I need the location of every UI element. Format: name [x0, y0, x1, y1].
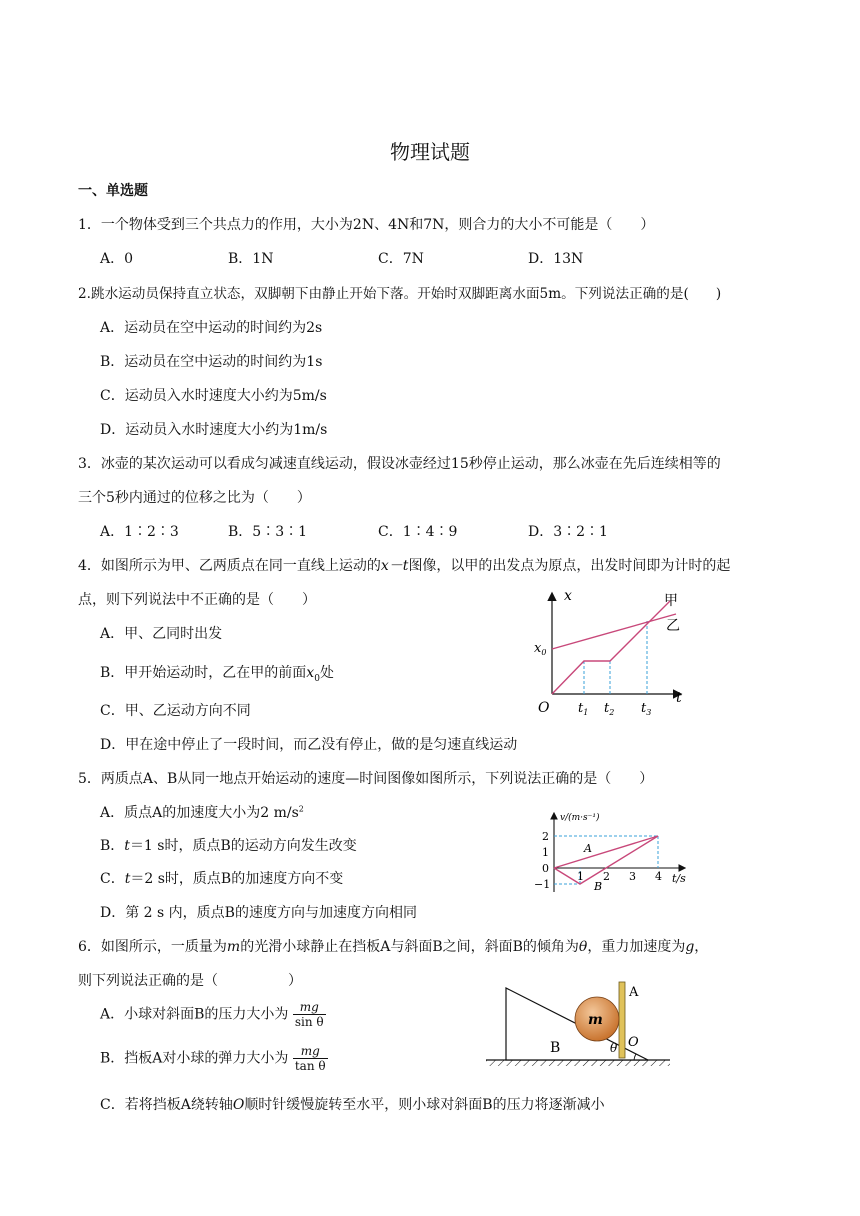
- series-yi-label: 乙: [666, 618, 680, 634]
- q5-option-c-text: ＝2 s时，质点B的加速度方向不变: [130, 871, 344, 887]
- q6-stem-part4: ，: [694, 939, 709, 955]
- y-tick-0: 0: [542, 862, 549, 875]
- q2-option-b: B．运动员在空中运动的时间约为1s: [100, 354, 323, 370]
- q4-option-b-sub: 0: [314, 673, 320, 684]
- q4-stem-part2: 图像，以甲的出发点为原点，出发时间即为计时的起: [408, 558, 731, 574]
- q4-option-b: [100, 662, 334, 684]
- q6-option-a-fraction: [293, 1000, 326, 1029]
- q3-option-a: A．1∶2∶3: [100, 524, 179, 540]
- question-6-stem-line2: 则下列说法正确的是（ ）: [78, 973, 302, 989]
- question-1-stem: 1．一个物体受到三个共点力的作用，大小为2N、4N和7N，则合力的大小不可能是（ ）: [78, 217, 655, 233]
- question-6-stem-line1: [78, 936, 708, 956]
- page-title: 物理试题: [390, 140, 470, 164]
- q4-option-b-text: B．甲开始运动时，乙在甲的前面: [100, 665, 307, 681]
- y-tick-neg1: −1: [534, 878, 551, 891]
- q6-option-a-text: A．小球对斜面B的压力大小为: [100, 1006, 289, 1023]
- q5-option-b-text: ＝1 s时，质点B的运动方向发生改变: [129, 838, 357, 854]
- q5-option-a-sup: 2: [298, 804, 304, 814]
- q6-stem-m: m: [226, 939, 241, 955]
- q6-option-b-fraction: [293, 1044, 328, 1073]
- t1-label: $t_1$: [578, 701, 589, 716]
- question-4-stem-line2: 点，则下列说法中不正确的是（ ）: [78, 592, 316, 608]
- q4-option-c: C．甲、乙运动方向不同: [100, 703, 251, 719]
- label-m: m: [588, 1012, 603, 1028]
- q1-option-a: A．0: [100, 251, 134, 267]
- q3-option-d: D．3∶2∶1: [528, 524, 608, 540]
- q5-option-b-var: t: [124, 838, 130, 854]
- board-a: [619, 982, 625, 1058]
- q1-option-b: B．1N: [228, 251, 274, 267]
- q6-option-c-text: C．若将挡板A绕转轴: [100, 1097, 233, 1113]
- label-b: B: [550, 1040, 561, 1056]
- x-axis-label: t: [676, 690, 682, 706]
- q6-stem-theta: θ: [578, 939, 588, 955]
- q4-stem-part1: 4．如图所示为甲、乙两质点在同一直线上运动的: [78, 558, 381, 574]
- q6-stem-part2: 的光滑小球静止在挡板A与斜面B之间，斜面B的倾角为: [240, 939, 579, 955]
- q2-option-a: A．运动员在空中运动的时间约为2s: [100, 320, 323, 336]
- q4-option-a: A．甲、乙同时出发: [100, 626, 223, 642]
- t3-label: $t_3$: [641, 701, 652, 716]
- q3-option-c: C．1∶4∶9: [378, 524, 458, 540]
- origin-label: O: [538, 700, 550, 716]
- series-b-label: B: [594, 880, 603, 893]
- q1-option-d: D．13N: [528, 251, 584, 267]
- y-tick-2: 2: [542, 830, 549, 843]
- fraction-numerator: mg: [293, 1000, 326, 1015]
- q2-option-d: D．运动员入水时速度大小约为1m/s: [100, 422, 328, 438]
- q6-stem-part3: ，重力加速度为: [587, 939, 686, 955]
- question-5-stem: 5．两质点A、B从同一地点开始运动的速度—时间图像如图所示，下列说法正确的是（ ）: [78, 771, 654, 787]
- q6-option-c: [100, 1094, 605, 1114]
- x-tick-2: 2: [603, 870, 610, 883]
- label-o: O: [628, 1035, 639, 1050]
- q3-option-b: B．5∶3∶1: [228, 524, 308, 540]
- x-tick-1: 1: [577, 870, 584, 883]
- q4-option-d: D．甲在途中停止了一段时间，而乙没有停止，做的是匀速直线运动: [100, 737, 518, 753]
- series-jia-line: [552, 601, 670, 694]
- q5-option-b-label: B．: [100, 838, 125, 854]
- q4-option-b-var: x: [306, 665, 315, 681]
- q6-stem-g: g: [685, 939, 695, 955]
- fraction-numerator: mg: [293, 1044, 328, 1059]
- q5-option-b: [100, 835, 357, 855]
- q5-option-a-text: A．质点A的加速度大小为2 m/s: [100, 805, 299, 821]
- q6-option-b: [100, 1044, 328, 1073]
- q6-incline-figure: [484, 978, 676, 1070]
- q6-option-c-var: O: [232, 1097, 245, 1113]
- q2-option-c: C．运动员入水时速度大小约为5m/s: [100, 388, 327, 404]
- series-a-label: A: [584, 842, 592, 855]
- q6-option-c-post: 顺时针缓慢旋转至水平，则小球对斜面B的压力将逐渐减小: [244, 1097, 605, 1113]
- series-a-line: [554, 836, 658, 868]
- q6-stem-part1: 6．如图所示，一质量为: [78, 939, 227, 955]
- q5-option-c: [100, 868, 343, 888]
- y-tick-1: 1: [542, 846, 549, 859]
- q5-option-d: D．第 2 s 内，质点B的速度方向与加速度方向相同: [100, 905, 417, 921]
- section-heading: 一、单选题: [78, 183, 148, 199]
- question-2-stem: 2.跳水运动员保持直立状态，双脚朝下由静止开始下落。开始时双脚距离水面5m。下列说法正确的是( ): [78, 286, 722, 302]
- series-jia-label: 甲: [664, 593, 678, 609]
- q1-option-c: C．7N: [378, 251, 424, 267]
- q6-option-b-text: B．挡板A对小球的弹力大小为: [100, 1050, 289, 1067]
- v-axis-label: v/(m·s⁻¹): [560, 813, 600, 823]
- q4-stem-var: x－t: [380, 558, 409, 574]
- q6-option-a: [100, 1000, 326, 1029]
- question-4-stem-line1: [78, 555, 730, 575]
- y-axis-label: x: [564, 588, 572, 604]
- t2-label: $t_2$: [604, 701, 615, 716]
- q5-option-c-label: C．: [100, 871, 125, 887]
- q4-xt-graph: [530, 588, 690, 716]
- series-yi-line: [552, 614, 676, 649]
- question-3-stem-line1: 3．冰壶的某次运动可以看成匀减速直线运动，假设冰壶经过15秒停止运动，那么冰壶在先后连续相等的: [78, 456, 721, 472]
- t-axis-label: t/s: [672, 872, 686, 885]
- x-tick-3: 3: [629, 870, 636, 883]
- q5-option-a: [100, 802, 304, 822]
- q4-option-b-post: 处: [319, 665, 334, 681]
- q5-vt-graph: [532, 808, 692, 898]
- x0-label: $x_0$: [534, 641, 547, 657]
- fraction-denominator: sin θ: [294, 1015, 324, 1029]
- label-a: A: [629, 985, 639, 1000]
- x-tick-4: 4: [655, 870, 662, 883]
- fraction-denominator: tan θ: [294, 1059, 326, 1073]
- label-theta: θ: [610, 1041, 618, 1055]
- question-3-stem-line2: 三个5秒内通过的位移之比为（ ）: [78, 490, 311, 506]
- ground-hatch: [486, 1060, 670, 1066]
- q5-option-c-var: t: [124, 871, 131, 887]
